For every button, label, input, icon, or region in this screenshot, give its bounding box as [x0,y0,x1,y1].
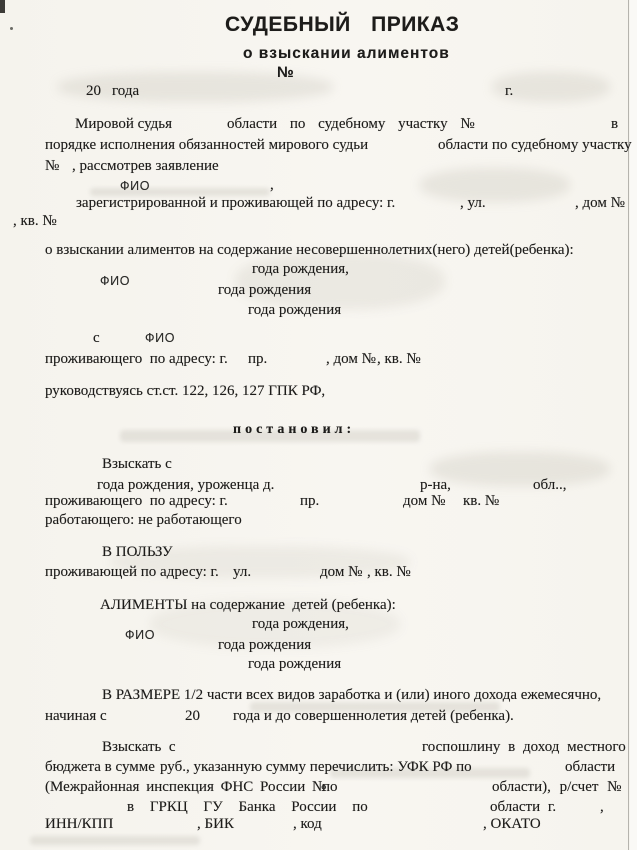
alimony-born-3: года рождения [248,656,342,672]
duty-bank: в ГРКЦ ГУ Банка России по [127,799,368,815]
subject-born-3: года рождения [248,302,342,318]
order-work-status: работающего: не работающего [45,512,242,528]
duty-collect: Взыскать с [102,739,176,755]
alimony-fio-label: ФИО [125,628,156,642]
document-subtitle: о взыскании алиментов [243,45,450,62]
subject-fio-label: ФИО [100,274,131,288]
debtor-with: с [93,330,100,346]
intro-number-sign: № [45,158,60,174]
document-title: СУДЕБНЫЙ ПРИКАЗ [225,13,460,36]
amount-year: 20 [185,708,200,724]
subject-born-2: года рождения [218,282,312,298]
order-district: р-на, [420,477,451,493]
intro-line-end: в [611,116,619,132]
duty-inn-kpp: ИНН/КПП [45,816,114,832]
duty-comma: , [600,799,604,815]
intro-duty: порядке исполнения обязанностей мирового судьи [45,137,369,153]
debtor-address: проживающего по адресу: г. [45,351,228,367]
date-year-prefix: 20 [86,83,101,99]
duty-region-1: области [565,759,616,775]
duty-inspection: (Межрайонная инспекция ФНС России № [45,779,327,795]
applicant-house: , дом № [575,195,625,211]
subject-born-1: года рождения, [252,261,349,277]
date-year-word: года [112,83,140,99]
duty-okato: , ОКАТО [483,816,541,832]
duty-region-2: области г. [490,799,557,815]
scan-smudge [420,168,570,202]
duty-account: области), р/счет № [492,779,622,795]
order-region: обл.., [533,477,567,493]
debtor-avenue: пр. [248,351,268,367]
order-avenue: пр. [300,493,320,509]
applicant-street: , ул. [460,195,486,211]
intro-judge: Мировой судья [75,116,173,132]
amount-line-1: В РАЗМЕРЕ 1/2 части всех видов заработка и (или) иного дохода ежемесячно, [102,687,602,703]
alimony-title: АЛИМЕНТЫ на содержание детей (ребенка): [100,597,396,613]
scan-edge-strip [630,0,637,850]
duty-fee: госпошлину в доход местного [422,739,626,755]
law-reference: руководствуясь ст.ст. 122, 126, 127 ГПК РФ, [45,383,326,399]
favor-street: ул. [233,564,252,580]
subject-line: о взыскании алиментов на содержание несовершеннолетних(него) детей(ребенка): [45,242,574,258]
intro-considered: , рассмотрев заявление [72,158,219,174]
intro-area: области по судебному участку № [227,116,475,132]
resolution-word: постановил: [233,422,356,437]
scan-smudge [30,836,200,845]
favor-flat: , кв. № [367,564,411,580]
applicant-flat: , кв. № [13,213,57,229]
intro-area-2: области по судебному участку [438,137,632,153]
amount-start: начиная с [45,708,107,724]
scan-page-edge-line [628,0,629,850]
favor-house: дом № [320,564,363,580]
scan-corner-mark [0,0,5,13]
duty-budget: бюджета в сумме [45,759,155,775]
scan-speck [10,27,13,30]
applicant-fio-label: ФИО [120,179,151,193]
favor-title: В ПОЛЬЗУ [102,544,173,560]
debtor-house: , дом № [326,351,376,367]
debtor-fio-label: ФИО [145,331,176,345]
date-city-label: г. [505,83,514,99]
order-address: проживающего по адресу: г. [45,493,228,509]
alimony-born-2: года рождения [218,637,312,653]
scan-smudge [430,452,610,486]
applicant-comma: , [270,177,274,193]
duty-po: по [322,779,338,795]
applicant-address: зарегистрированной и проживающей по адресу: г. [76,195,396,211]
alimony-born-1: года рождения, [252,616,349,632]
duty-bik: , БИК [197,816,234,832]
order-house: дом № [403,493,446,509]
amount-until: года и до совершеннолетия детей (ребенка). [233,708,514,724]
order-flat: кв. № [463,493,500,509]
order-collect: Взыскать с [102,456,172,472]
order-number-sign: № [277,64,294,81]
duty-kod: , код [293,816,322,832]
favor-address: проживающей по адресу: г. [45,564,219,580]
debtor-flat: , кв. № [377,351,421,367]
order-born: года рождения, уроженца д. [97,477,275,493]
duty-transfer: руб., указанную сумму перечислить: УФК РФ по [160,759,472,775]
